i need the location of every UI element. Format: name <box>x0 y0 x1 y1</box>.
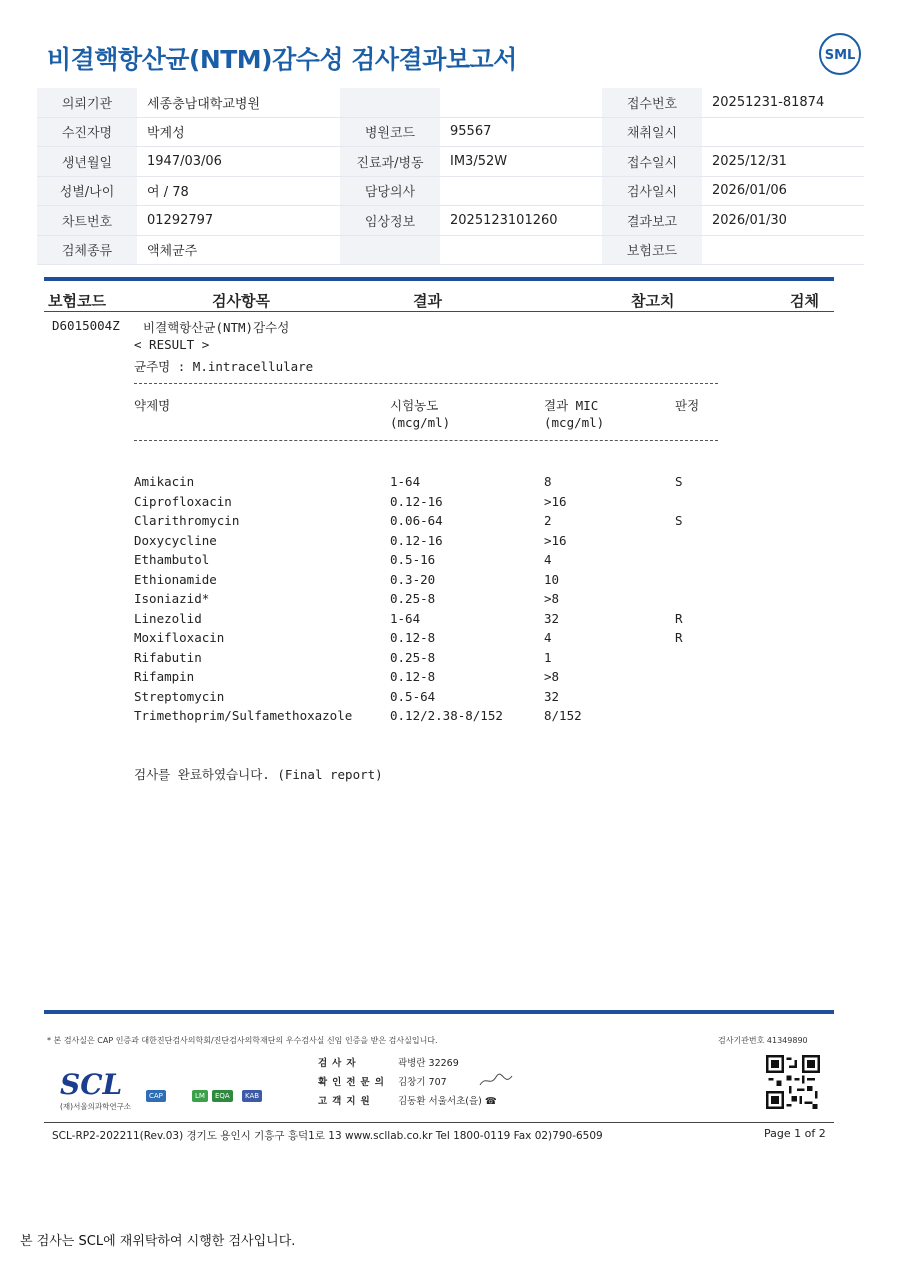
patient-info-row <box>37 235 864 265</box>
info-label: 의뢰기관 <box>37 88 137 117</box>
drug-range: 0.5-16 <box>390 552 436 567</box>
info-value: 여 / 78 <box>137 176 340 206</box>
sml-logo-text: SML <box>824 48 856 63</box>
col-mic-unit: (mcg/ml) <box>544 415 605 430</box>
drug-range: 1-64 <box>390 610 421 626</box>
scl-logo-block <box>60 1068 131 1112</box>
info-value: 세종충남대학교병원 <box>137 88 340 117</box>
drug-range: 0.12/2.38-8/152 <box>390 708 503 723</box>
drug-range: 0.12-16 <box>390 532 443 548</box>
qr-code-icon <box>766 1055 820 1109</box>
drug-mic: >16 <box>544 532 567 548</box>
drug-range: 1-64 <box>390 474 421 489</box>
info-label: 결과보고 <box>602 206 702 236</box>
drug-name: Rifabutin <box>134 649 202 665</box>
eqa-badge: EQA <box>212 1090 233 1102</box>
info-label: 접수번호 <box>602 88 702 117</box>
drug-name: Linezolid <box>134 610 202 626</box>
info-label: 임상정보 <box>340 206 440 236</box>
drug-mic: 4 <box>544 552 552 567</box>
dashed-divider <box>134 440 718 441</box>
patient-info-row <box>37 176 864 206</box>
drug-name: Trimethoprim/Sulfamethoxazole <box>134 708 353 723</box>
info-label: 성별/나이 <box>37 176 137 206</box>
col-mic: 결과 MIC <box>544 398 599 413</box>
drug-judgement: S <box>675 513 683 528</box>
drug-judgement: S <box>675 474 683 489</box>
header-insurance-code: 보험코드 <box>48 292 106 310</box>
drug-name: Ethionamide <box>134 571 217 587</box>
signer-value: 김동환 서울서초(을) ☎ <box>398 1096 497 1107</box>
scl-logo: SCL <box>60 1068 123 1101</box>
info-label: 생년월일 <box>37 147 137 177</box>
final-note: 검사를 완료하였습니다. (Final report) <box>134 767 383 782</box>
drug-name: Amikacin <box>134 474 195 489</box>
info-value <box>440 235 602 265</box>
info-label: 보험코드 <box>602 235 702 265</box>
section-divider <box>44 277 834 281</box>
cap-badge: CAP <box>146 1090 166 1102</box>
header-specimen: 검체 <box>790 292 819 310</box>
drug-name: Rifampin <box>134 669 195 684</box>
test-code: D6015004Z <box>52 318 120 333</box>
info-value: 2026/01/06 <box>702 176 864 206</box>
info-label: 병원코드 <box>340 117 440 147</box>
sml-logo <box>818 32 862 76</box>
drug-range: 0.12-8 <box>390 630 436 645</box>
drug-range: 0.12-8 <box>390 669 436 684</box>
drug-name: Streptomycin <box>134 688 225 704</box>
signer-value: 곽병란 32269 <box>398 1058 459 1069</box>
info-label <box>340 235 440 265</box>
patient-info-row <box>37 88 864 117</box>
header-reference: 참고치 <box>631 292 675 310</box>
drug-mic: 32 <box>544 610 560 626</box>
patient-info-row <box>37 117 864 147</box>
organism-line: 균주명 : M.intracellulare <box>134 359 314 374</box>
test-name: 비결핵항산균(NTM)감수성 <box>143 320 290 335</box>
drug-mic: 2 <box>544 513 552 528</box>
drug-range: 0.12-16 <box>390 493 443 509</box>
drug-name: Ethambutol <box>134 552 210 567</box>
col-drug: 약제명 <box>134 398 171 413</box>
kab-badge: KAB <box>242 1090 262 1102</box>
drug-mic: >8 <box>544 669 560 684</box>
drug-range: 0.5-64 <box>390 688 436 704</box>
signature-mark <box>478 1073 514 1089</box>
col-judgement: 판정 <box>675 398 700 413</box>
drug-mic: 32 <box>544 688 560 704</box>
info-value: 2026/01/30 <box>702 206 864 236</box>
info-value: 2025123101260 <box>440 206 602 236</box>
drug-judgement: R <box>675 630 683 645</box>
drug-name: Isoniazid* <box>134 591 210 606</box>
info-label: 진료과/병동 <box>340 147 440 177</box>
drug-mic: 4 <box>544 630 552 645</box>
drug-name: Doxycycline <box>134 532 217 548</box>
header-test-item: 검사항목 <box>212 292 270 310</box>
info-label: 수진자명 <box>37 117 137 147</box>
lm-badge: LM <box>192 1090 208 1102</box>
drug-range: 0.06-64 <box>390 513 443 528</box>
signer-value: 김창기 707 <box>398 1077 447 1088</box>
outsourced-note: 본 검사는 SCL에 재위탁하여 시행한 검사입니다. <box>20 1234 296 1249</box>
patient-info-table <box>37 88 864 265</box>
signer-label: 고객지원 <box>318 1096 375 1107</box>
col-concentration-unit: (mcg/ml) <box>390 415 451 430</box>
header-result: 결과 <box>413 292 442 310</box>
footer-rule <box>44 1122 834 1123</box>
signer-label: 확인전문의 <box>318 1077 389 1088</box>
footer-divider <box>44 1010 834 1014</box>
signers-block <box>318 1055 497 1112</box>
info-label: 채취일시 <box>602 117 702 147</box>
drug-mic: >16 <box>544 493 567 509</box>
info-value: 20251231-81874 <box>702 88 864 117</box>
info-value: 01292797 <box>137 206 340 236</box>
info-value: 95567 <box>440 117 602 147</box>
drug-mic: 1 <box>544 649 552 665</box>
info-label: 차트번호 <box>37 206 137 236</box>
drug-name: Clarithromycin <box>134 513 240 528</box>
scl-org-name: (재)서울의과학연구소 <box>60 1102 132 1111</box>
drug-mic: 8 <box>544 474 552 489</box>
footer-address: SCL-RP2-202211(Rev.03) 경기도 용인시 기흥구 흥덕1로 13 www.scllab.co.kr Tel 1800-0119 Fax 02)790-6509 <box>52 1130 603 1142</box>
report-title: 비결핵항산균(NTM)감수성 검사결과보고서 <box>47 45 517 74</box>
info-value: IM3/52W <box>440 147 602 177</box>
info-label: 담당의사 <box>340 176 440 206</box>
col-concentration: 시험농도 <box>390 398 439 413</box>
info-value <box>702 117 864 147</box>
result-tag: < RESULT > <box>134 337 210 352</box>
lab-number: 검사기관번호 41349890 <box>718 1036 808 1045</box>
drug-name: Moxifloxacin <box>134 630 225 645</box>
drug-range: 0.25-8 <box>390 591 436 606</box>
drug-mic: >8 <box>544 591 560 606</box>
info-label <box>340 88 440 117</box>
info-value: 2025/12/31 <box>702 147 864 177</box>
drug-mic: 10 <box>544 571 560 587</box>
drug-mic: 8/152 <box>544 708 582 723</box>
info-label: 접수일시 <box>602 147 702 177</box>
info-value: 박계성 <box>137 117 340 147</box>
dashed-divider <box>134 383 718 384</box>
result-table-header <box>44 289 834 312</box>
info-value: 1947/03/06 <box>137 147 340 177</box>
info-value <box>440 88 602 117</box>
patient-info-row <box>37 147 864 177</box>
accreditation-note: * 본 검사실은 CAP 인증과 대한진단검사의학회/진단검사의학재단의 우수검사실 신임 인증을 받은 검사실입니다. <box>47 1036 438 1045</box>
info-value <box>440 176 602 206</box>
info-value <box>702 235 864 265</box>
page-indicator: Page 1 of 2 <box>764 1127 826 1140</box>
drug-name: Ciprofloxacin <box>134 493 232 509</box>
drug-range: 0.25-8 <box>390 649 436 665</box>
signer-label: 검사자 <box>318 1058 361 1069</box>
drug-judgement: R <box>675 610 683 626</box>
info-label: 검사일시 <box>602 176 702 206</box>
drug-range: 0.3-20 <box>390 571 436 587</box>
patient-info-row <box>37 206 864 236</box>
info-value: 액체균주 <box>137 235 340 265</box>
info-label: 검체종류 <box>37 235 137 265</box>
